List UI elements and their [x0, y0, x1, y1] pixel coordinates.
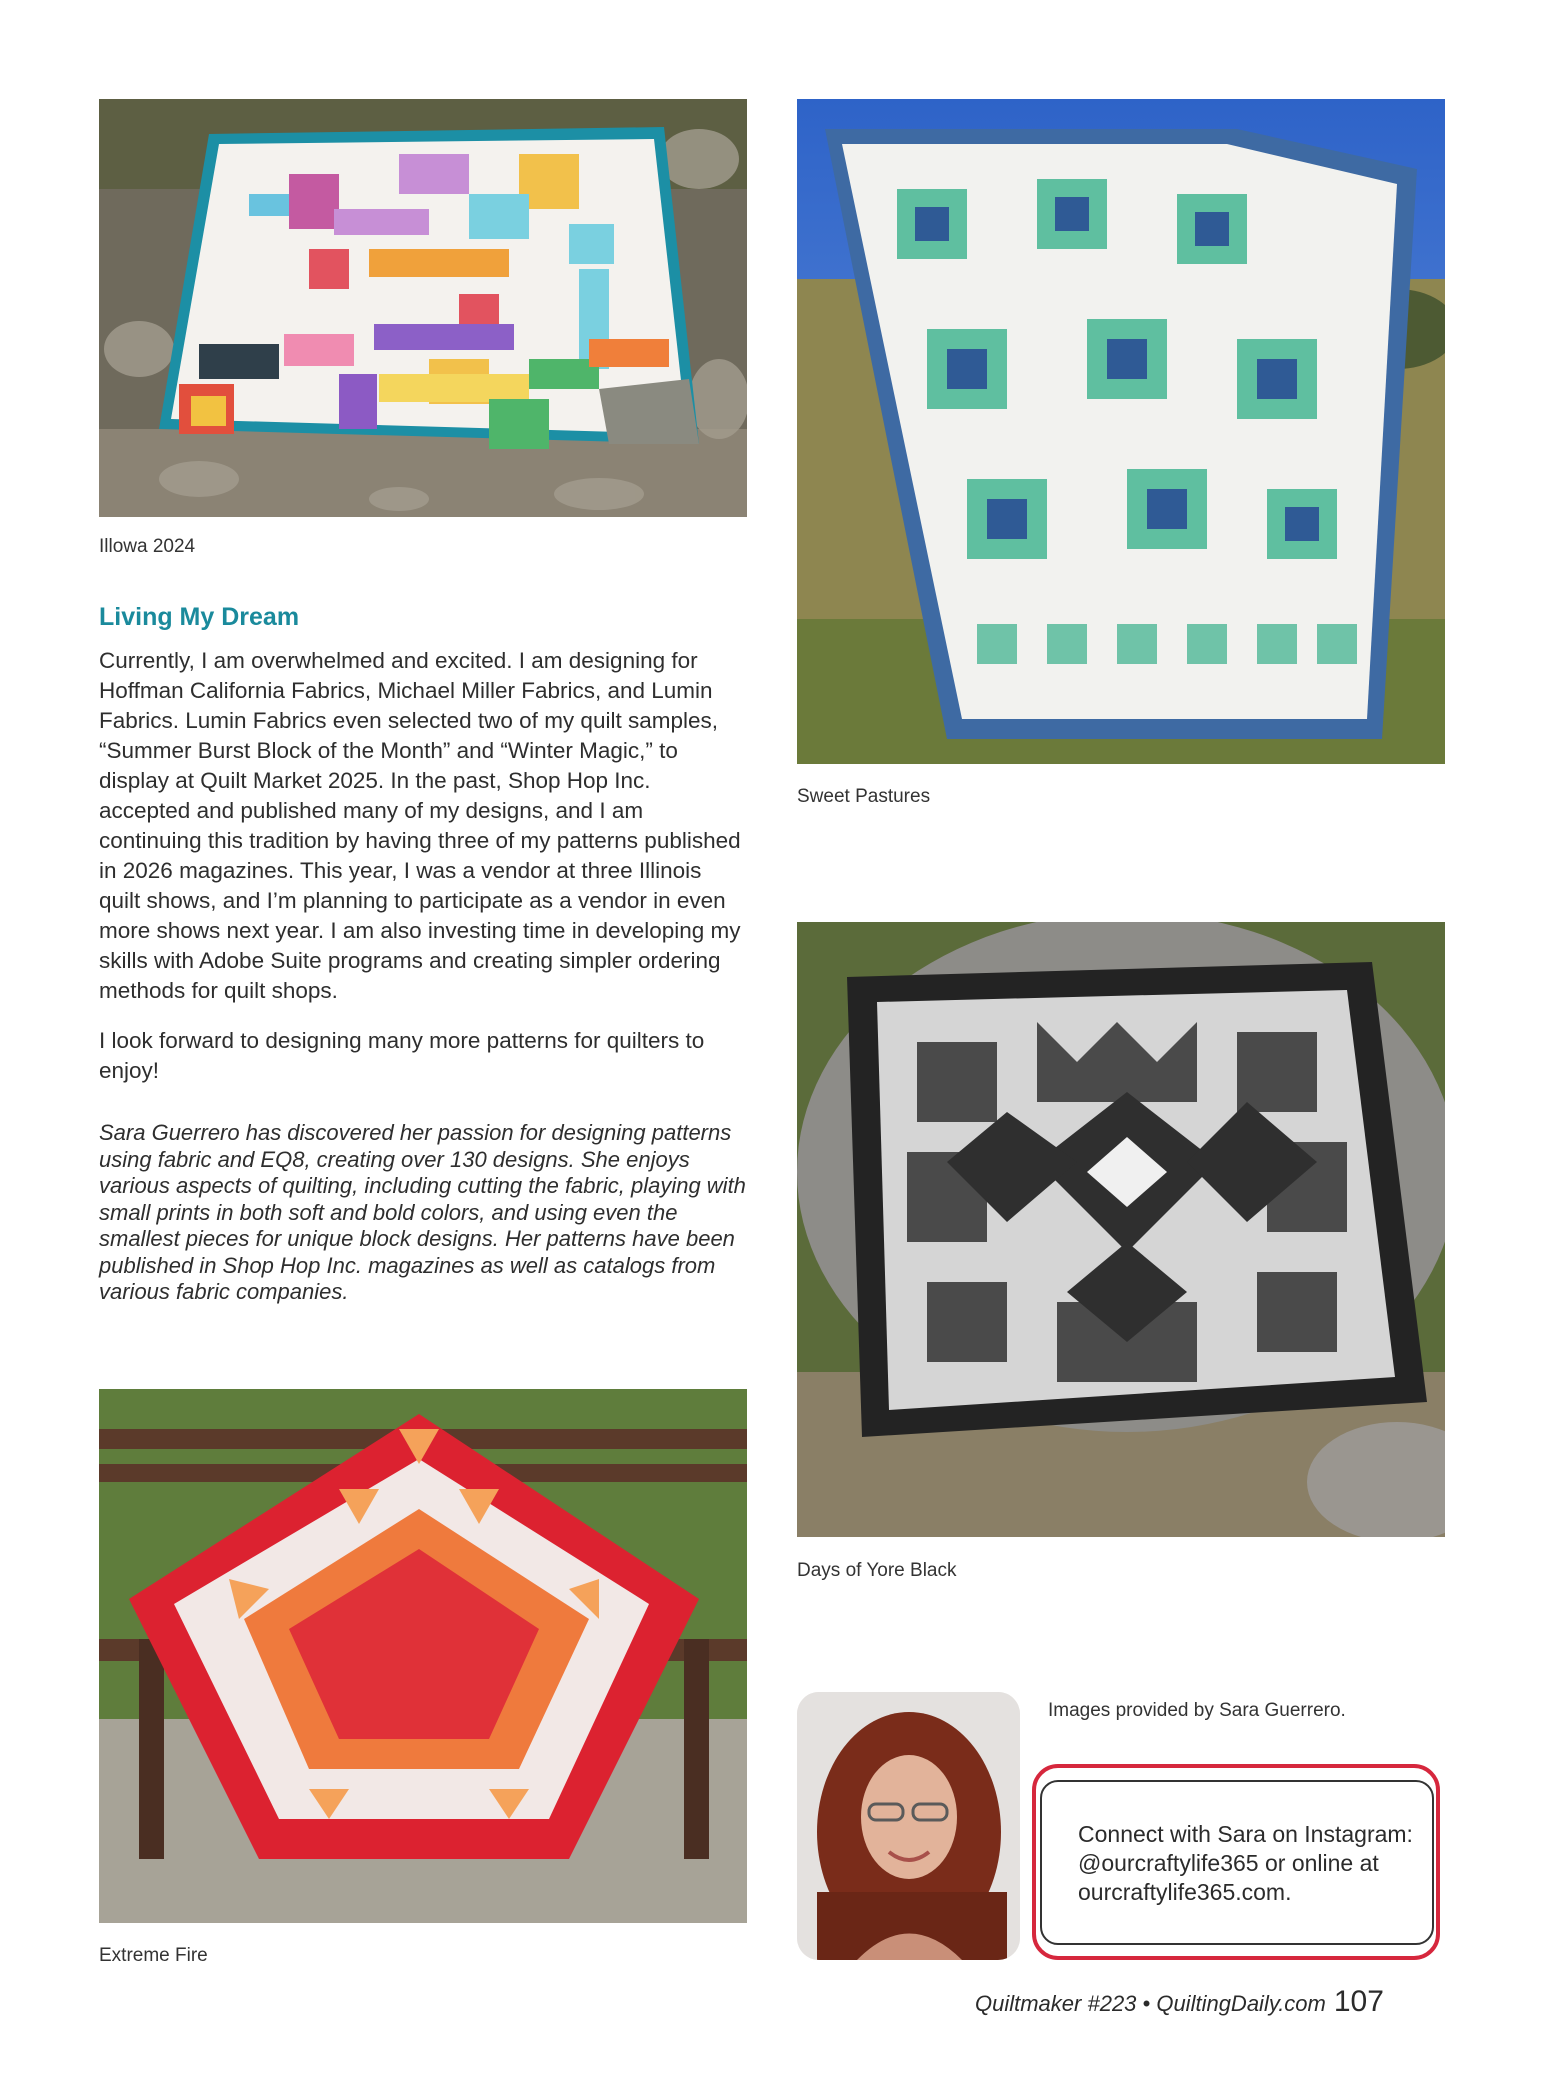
publication-name: Quiltmaker #223 • QuiltingDaily.com — [975, 1991, 1326, 2016]
sweet-pastures-quilt-photo — [797, 99, 1445, 764]
article-paragraph: I look forward to designing many more patterns for quilters to enjoy! — [99, 1028, 705, 1083]
article-body — [99, 646, 744, 1106]
extreme-fire-caption: Extreme Fire — [99, 1945, 208, 1966]
image-credits: Images provided by Sara Guerrero. — [1048, 1700, 1346, 1721]
days-of-yore-caption: Days of Yore Black — [797, 1560, 957, 1581]
page-number: 107 — [1333, 1985, 1384, 2018]
extreme-fire-quilt-photo — [99, 1389, 747, 1923]
author-bio: Sara Guerrero has discovered her passion for designing patterns using fabric and EQ8, creating over 130 designs. She enjoys various aspects of quilting, including cutting the fabric, playing with small prints in both soft and bold colors, and using even the smallest pieces for unique block designs. Her patterns have been published in Shop Hop Inc. magazines as well as catalogs from various fabric companies. — [99, 1120, 746, 1304]
illowa-caption: Illowa 2024 — [99, 536, 196, 557]
article-heading: Living My Dream — [99, 603, 300, 631]
days-of-yore-quilt-photo — [797, 922, 1445, 1537]
connect-info: Connect with Sara on Instagram: @ourcraftylife365 or online at ourcraftylife365.com. — [1078, 1821, 1413, 1905]
sweet-pastures-caption: Sweet Pastures — [797, 786, 931, 807]
page-footer — [975, 1985, 1445, 2019]
illowa-quilt-photo — [99, 99, 747, 517]
author-portrait — [797, 1692, 1020, 1960]
article-paragraph: Currently, I am overwhelmed and excited. I am designing for Hoffman California Fabrics, Michael Miller Fabrics, and Lumin Fabrics. Lumin Fabrics even selected two of my quilt samples, “Summer Burst Block of the Month” and “Winter Magic,” to display at Quilt Market 2025. In the past, Shop Hop Inc. accepted and published many of my designs, and I am continuing this tradition by having three of my patterns published in 2026 magazines. This year, I was a vendor at three Illinois quilt shows, and I’m planning to participate as a vendor in even more shows next year. I am also investing time in developing my skills with Adobe Suite programs and creating simpler ordering methods for quilt shops. — [99, 648, 741, 1003]
